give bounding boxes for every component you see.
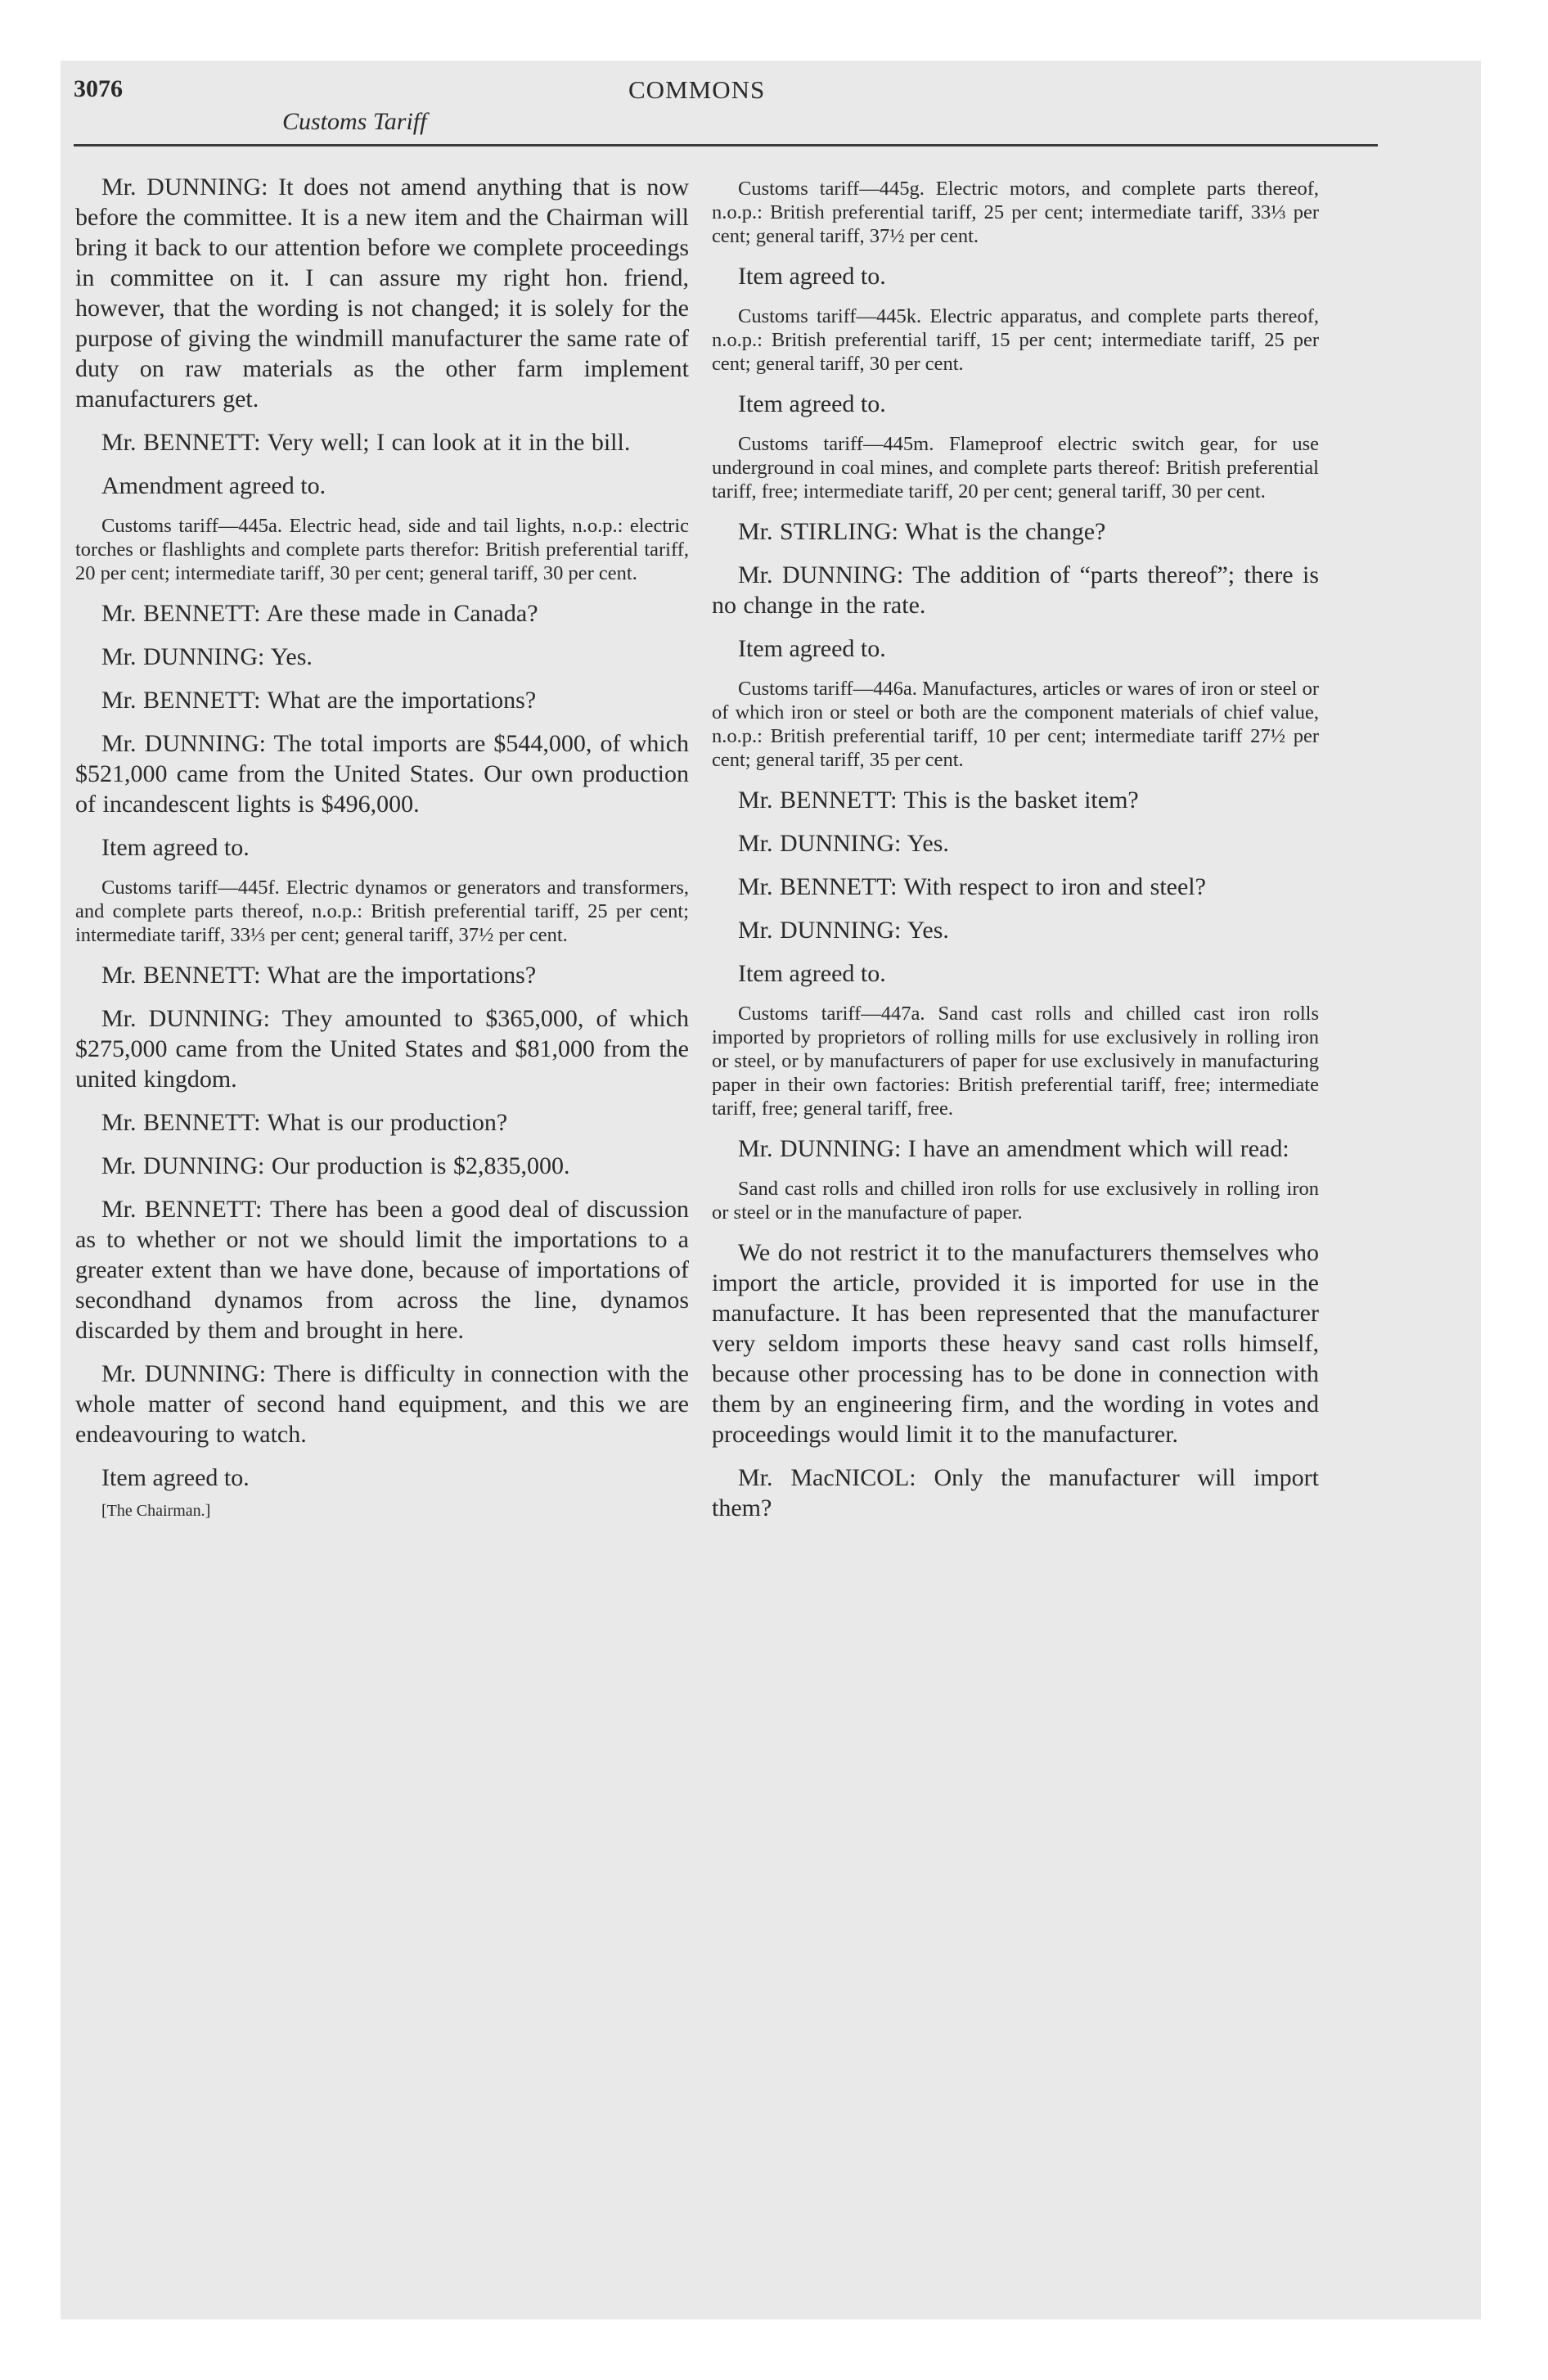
paragraph-text: We do not restrict it to the manufacturers themselves who import the article, provided it is imported for use in the manufacture. It has been represented that the manufacturer very seldom imports these heavy sand cast rolls himself, because other processing has to be done in connection with them by an engineering firm, and the wording in votes and proceedings would limit it to the manufacturer. xyxy=(712,1239,1319,1448)
tariff-paragraph xyxy=(712,1002,1319,1120)
speech-paragraph xyxy=(712,785,1319,815)
section-title: COMMONS xyxy=(628,75,766,104)
paragraph-text: The total imports are $544,000, of which $521,000 came from the United States. Our own production of incandescent lights is $496,000. xyxy=(75,730,690,818)
speech-paragraph xyxy=(75,1359,689,1449)
paragraph-text: With respect to iron and steel? xyxy=(897,873,1206,900)
speaker-name: Mr. BENNETT: xyxy=(101,429,261,456)
paragraph-text: Item agreed to. xyxy=(101,1464,250,1491)
speech-paragraph xyxy=(712,1134,1319,1164)
speech-paragraph xyxy=(75,728,689,819)
speech-paragraph xyxy=(712,1237,1319,1449)
paragraph-text: There is difficulty in connection with the whole matter of second hand equipment, and this we are endeavouring to watch. xyxy=(75,1360,689,1448)
tariff-paragraph xyxy=(712,432,1319,503)
speaker-name: Mr. DUNNING: xyxy=(738,830,902,857)
paragraph-text: They amounted to $365,000, of which $275,000 came from the United States and $81,000 from the united kingdom. xyxy=(75,1005,690,1093)
speech-paragraph xyxy=(75,598,689,629)
paragraph-text: [The Chairman.] xyxy=(101,1502,211,1520)
speaker-name: Mr. BENNETT: xyxy=(101,962,261,989)
speech-paragraph xyxy=(712,915,1319,945)
page-number: 3076 xyxy=(74,75,123,102)
tariff-paragraph xyxy=(712,177,1319,248)
speech-paragraph xyxy=(75,642,689,672)
speaker-name: Mr. BENNETT: xyxy=(101,687,261,714)
paragraph-text: The addition of “parts thereof”; there is no change in the rate. xyxy=(712,561,1320,619)
paragraph-text: There has been a good deal of discussion as to whether or not we should limit the importations to a greater extent than we have done, because of importations of secondhand dynamos from across the line, dynamos discarded by them and brought in here. xyxy=(75,1196,689,1344)
paragraph-text: Yes. xyxy=(264,643,313,670)
speech-paragraph xyxy=(712,872,1319,902)
paragraph-text: Customs tariff—447a. Sand cast rolls and chilled cast iron rolls imported by proprietors of rolling mills for use exclusively in rolling iron or steel, or by manufacturers of paper for use exclusively in manufacturing paper in their own factories: British preferential tariff, free; intermediate tariff, free; general tariff, free. xyxy=(712,1003,1319,1120)
tariff-paragraph xyxy=(75,876,689,947)
speaker-name: Mr. BENNETT: xyxy=(738,787,898,814)
paragraph-text: Customs tariff—445f. Electric dynamos or generators and transformers, and complete parts thereof, n.o.p.: British preferential tariff, 25 per cent; intermediate tariff, 33⅓ per cent; general tariff, 37½ per cent. xyxy=(75,877,689,946)
paragraph-text: What is our production? xyxy=(260,1109,508,1136)
speaker-name: Mr. DUNNING: xyxy=(738,1135,902,1162)
footnote-paragraph xyxy=(75,1501,689,1521)
speech-paragraph xyxy=(712,1463,1319,1523)
speaker-name: Mr. DUNNING: xyxy=(101,643,265,670)
paragraph-text: Our production is $2,835,000. xyxy=(264,1152,570,1179)
speech-paragraph xyxy=(75,1003,689,1094)
paragraph-text: Customs tariff—445g. Electric motors, and complete parts thereof, n.o.p.: British preferential tariff, 25 per cent; intermediate tariff, 33⅓ per cent; general tariff, 37½ per cent. xyxy=(712,178,1319,247)
right-column xyxy=(712,172,1319,1536)
paragraph-text: Item agreed to. xyxy=(738,263,886,290)
speech-paragraph xyxy=(75,1194,689,1346)
paragraph-text: This is the basket item? xyxy=(897,787,1139,814)
speaker-name: Mr. DUNNING: xyxy=(101,1152,265,1179)
paragraph-text: Very well; I can look at it in the bill. xyxy=(260,429,631,456)
agreed-paragraph xyxy=(75,1463,689,1493)
agreed-paragraph xyxy=(712,633,1319,664)
paragraph-text: Customs tariff—445m. Flameproof electric switch gear, for use underground in coal mines, and complete parts thereof: British preferential tariff, free; intermediate tariff, 20 per cent; general tariff, 30 per cent. xyxy=(712,433,1319,503)
paragraph-text: Customs tariff—445k. Electric apparatus, and complete parts thereof, n.o.p.: British preferential tariff, 15 per cent; intermediate tariff, 25 per cent; general tariff, 30 per cent. xyxy=(712,305,1319,375)
speaker-name: Mr. DUNNING: xyxy=(738,917,902,944)
agreed-paragraph xyxy=(712,261,1319,291)
paragraph-text: Yes. xyxy=(901,917,949,944)
tariff-paragraph xyxy=(712,677,1319,772)
paragraph-text: Item agreed to. xyxy=(738,960,886,987)
tariff-paragraph xyxy=(712,304,1319,376)
paragraph-text: What are the importations? xyxy=(260,962,537,989)
speaker-name: Mr. BENNETT: xyxy=(738,873,898,900)
agreed-paragraph xyxy=(75,832,689,863)
speech-paragraph xyxy=(712,516,1319,547)
quote-paragraph xyxy=(712,1177,1319,1224)
speaker-name: Mr. BENNETT: xyxy=(101,1109,261,1136)
tariff-paragraph xyxy=(75,514,689,585)
running-subject: Customs Tariff xyxy=(282,108,427,135)
paragraph-text: What are the importations? xyxy=(260,687,537,714)
left-column xyxy=(75,172,689,1534)
speech-paragraph xyxy=(75,427,689,458)
speaker-name: Mr. DUNNING: xyxy=(738,561,904,588)
agreed-paragraph xyxy=(75,471,689,501)
agreed-paragraph xyxy=(712,958,1319,989)
paragraph-text: It does not amend anything that is now before the committee. It is a new item and the Chairman will bring it back to our attention before we complete proceedings in committee on it. I can assure my right hon. friend, however, that the wording is not changed; it is solely for the purpose of giving the windmill manufacturer the same rate of duty on raw materials as the other farm implement manufacturers get. xyxy=(75,174,689,412)
speech-paragraph xyxy=(712,560,1319,620)
paragraph-text: Item agreed to. xyxy=(738,635,886,662)
speaker-name: Mr. BENNETT: xyxy=(101,600,261,627)
paragraph-text: Only the manufacturer will import them? xyxy=(712,1464,1319,1521)
speech-paragraph xyxy=(75,1151,689,1181)
speaker-name: Mr. DUNNING: xyxy=(101,1005,270,1032)
speaker-name: Mr. DUNNING: xyxy=(101,174,268,201)
paragraph-text: Amendment agreed to. xyxy=(101,472,326,499)
speech-paragraph xyxy=(75,960,689,990)
speaker-name: Mr. DUNNING: xyxy=(101,1360,267,1387)
header-rule xyxy=(74,144,1378,146)
paragraph-text: Customs tariff—446a. Manufactures, articles or wares of iron or steel or of which iron or steel or both are the component materials of chief value, n.o.p.: British preferential tariff, 10 per cent; intermediate tariff 27½ per cent; general tariff, 35 per cent. xyxy=(712,678,1319,771)
paragraph-text: I have an amendment which will read: xyxy=(901,1135,1289,1162)
agreed-paragraph xyxy=(712,389,1319,419)
speech-paragraph xyxy=(75,172,689,414)
paragraph-text: Customs tariff—445a. Electric head, side and tail lights, n.o.p.: electric torches or flashlights and complete parts therefor: British preferential tariff, 20 per cent; intermediate tariff, 30 per cent; general tariff, 30 per cent. xyxy=(75,515,689,584)
speaker-name: Mr. STIRLING: xyxy=(738,518,898,545)
paragraph-text: Yes. xyxy=(901,830,949,857)
paragraph-text: Are these made in Canada? xyxy=(260,600,538,627)
speaker-name: Mr. MacNICOL: xyxy=(738,1464,916,1491)
paragraph-text: Item agreed to. xyxy=(101,834,250,861)
speech-paragraph xyxy=(75,685,689,715)
speech-paragraph xyxy=(712,828,1319,859)
paragraph-text: Sand cast rolls and chilled iron rolls for use exclusively in rolling iron or steel or in the manufacture of paper. xyxy=(712,1178,1319,1224)
speaker-name: Mr. DUNNING: xyxy=(101,730,266,757)
speaker-name: Mr. BENNETT: xyxy=(101,1196,263,1223)
paragraph-text: What is the change? xyxy=(898,518,1106,545)
paragraph-text: Item agreed to. xyxy=(738,390,886,417)
speech-paragraph xyxy=(75,1107,689,1138)
